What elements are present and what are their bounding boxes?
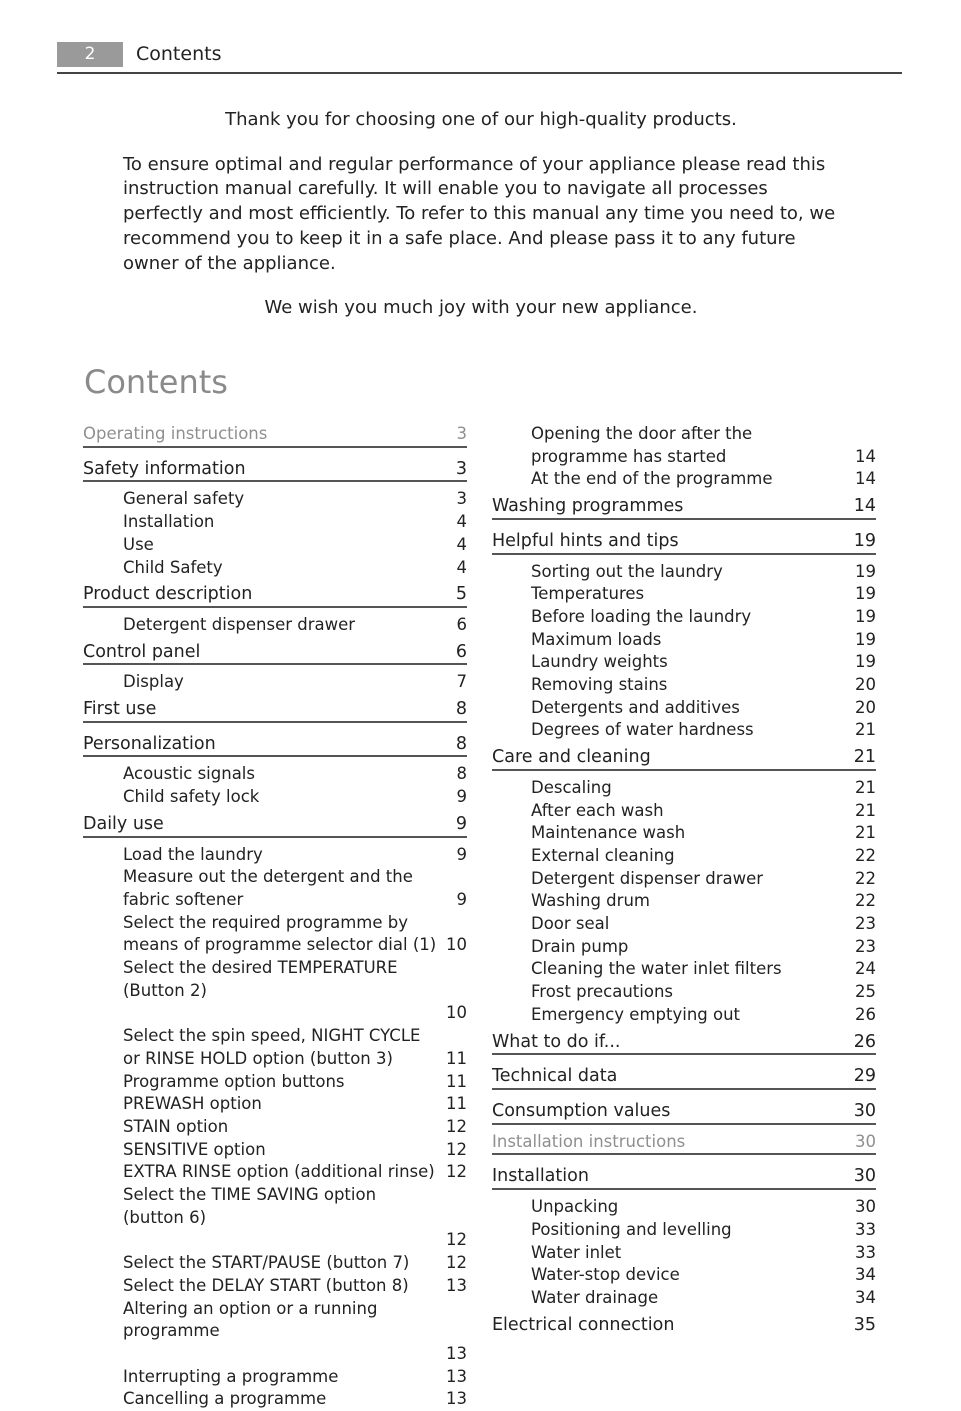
toc-entry[interactable] [492, 1061, 876, 1090]
toc-entry-label: Child safety lock [123, 787, 260, 807]
toc-entry-label: Use [123, 534, 154, 554]
toc-entry[interactable] [492, 561, 876, 584]
toc-entry-page: 3 [456, 489, 467, 509]
toc-entry[interactable] [83, 511, 467, 534]
toc-entry[interactable] [83, 729, 467, 758]
toc-entry-page: 4 [456, 557, 467, 577]
toc-entry-page: 22 [855, 868, 876, 888]
toc-entry-label: Care and cleaning [492, 747, 651, 768]
toc-entry-page: 23 [855, 914, 876, 934]
toc-entry-page: 30 [855, 1131, 876, 1151]
toc-entry-page: 26 [853, 1031, 876, 1052]
toc-entry-page: 19 [853, 530, 876, 551]
toc-entry-label: Measure out the detergent and the fabric softener [123, 867, 413, 909]
toc-entry-page: 21 [855, 823, 876, 843]
toc-entry[interactable] [492, 674, 876, 697]
toc-entry-label: What to do if... [492, 1031, 621, 1052]
toc-entry-page: 14 [853, 496, 876, 517]
toc-entry-page: 19 [855, 584, 876, 604]
toc-entry[interactable] [492, 583, 876, 606]
toc-entry[interactable] [83, 1252, 467, 1275]
toc-entry-label: Product description [83, 584, 253, 605]
toc-entry-label: Select the desired TEMPERATURE (Button 2) [123, 958, 398, 1000]
intro-thanks: Thank you for choosing one of our high-quality products. [225, 109, 737, 130]
toc-entry[interactable] [83, 763, 467, 786]
toc-entry-label: External cleaning [531, 845, 675, 865]
toc-entry-label: Detergents and additives [531, 697, 740, 717]
toc-entry-label: Safety information [83, 458, 246, 479]
toc-entry[interactable] [83, 1025, 467, 1070]
toc-entry-label: Washing drum [531, 891, 650, 911]
toc-entry-page: 8 [456, 764, 467, 784]
toc-entry[interactable] [83, 1139, 467, 1162]
toc-entry[interactable] [492, 1131, 876, 1156]
toc-entry[interactable] [492, 742, 876, 771]
toc-entry[interactable] [83, 809, 467, 838]
toc-entry[interactable] [492, 526, 876, 555]
toc-entry[interactable] [83, 786, 467, 809]
toc-entry-label: Cancelling a programme [123, 1389, 327, 1409]
toc-entry-label: Select the START/PAUSE (button 7) [123, 1253, 410, 1273]
toc-entry-page: 19 [855, 629, 876, 649]
toc-entry-page: 4 [456, 512, 467, 532]
toc-entry-label: Installation [492, 1166, 589, 1187]
toc-entry-label: Detergent dispenser drawer [531, 868, 764, 888]
toc-left-column [83, 423, 467, 1411]
intro-wish: We wish you much joy with your new appliance. [264, 297, 698, 319]
toc-entry-page: 30 [855, 1197, 876, 1217]
toc-entry-label: Temperatures [531, 584, 645, 604]
toc-entry[interactable] [83, 1388, 467, 1411]
toc-entry[interactable] [492, 606, 876, 629]
toc-entry[interactable] [492, 491, 876, 520]
toc-entry-page: 9 [456, 889, 467, 909]
toc-entry-label: Frost precautions [531, 982, 674, 1002]
toc-title: Contents [84, 363, 228, 401]
toc-entry-page: 10 [446, 935, 467, 955]
toc-entry[interactable] [83, 1275, 467, 1298]
toc-entry[interactable] [492, 1287, 876, 1310]
toc-entry-page: 13 [446, 1366, 467, 1386]
toc-entry-page: 6 [455, 641, 467, 662]
toc-entry[interactable] [83, 423, 467, 448]
toc-entry-label: Detergent dispenser drawer [123, 614, 356, 634]
toc-entry-page: 19 [855, 561, 876, 581]
toc-entry-label: Degrees of water hardness [531, 720, 754, 740]
toc-entry[interactable] [492, 1027, 876, 1056]
toc-entry[interactable] [83, 614, 467, 637]
toc-entry-label: Select the required programme by means of programme selector dial (1) [123, 912, 437, 955]
toc-entry-page: 25 [855, 982, 876, 1002]
toc-entry-page: 21 [853, 747, 876, 768]
toc-entry[interactable] [83, 1298, 467, 1366]
toc-entry-page: 3 [455, 458, 467, 479]
toc-entry[interactable] [492, 629, 876, 652]
toc-entry-page: 14 [855, 469, 876, 489]
toc-entry[interactable] [492, 890, 876, 913]
toc-entry[interactable] [492, 697, 876, 720]
toc-entry-label: Consumption values [492, 1100, 671, 1121]
toc-entry-label: Electrical connection [492, 1314, 675, 1335]
toc-entry[interactable] [492, 1242, 876, 1265]
toc-entry-label: STAIN option [123, 1116, 229, 1136]
toc-entry[interactable] [492, 1264, 876, 1287]
toc-entry-page: 10 [446, 1003, 467, 1023]
toc-entry[interactable] [83, 579, 467, 608]
toc-entry-label: Display [123, 672, 184, 692]
toc-entry-label: General safety [123, 489, 245, 509]
toc-entry-page: 12 [446, 1116, 467, 1136]
toc-entry-label: Water inlet [531, 1242, 622, 1262]
toc-entry-page: 19 [855, 652, 876, 672]
toc-entry[interactable] [492, 1004, 876, 1027]
toc-entry-label: Programme option buttons [123, 1071, 345, 1091]
toc-entry[interactable] [492, 1161, 876, 1190]
toc-entry[interactable] [492, 777, 876, 800]
toc-entry-label: Door seal [531, 914, 610, 934]
toc-entry-page: 20 [855, 697, 876, 717]
toc-entry-label: Personalization [83, 733, 216, 754]
toc-entry[interactable] [492, 913, 876, 936]
toc-entry-page: 9 [455, 813, 467, 834]
toc-entry-page: 26 [855, 1004, 876, 1024]
toc-entry[interactable] [492, 719, 876, 742]
toc-entry-page: 20 [855, 675, 876, 695]
toc-entry[interactable] [83, 1071, 467, 1094]
toc-entry-page: 22 [855, 845, 876, 865]
toc-entry-page: 11 [446, 1094, 467, 1114]
toc-entry[interactable] [83, 912, 467, 957]
toc-entry[interactable] [83, 534, 467, 557]
intro-body: To ensure optimal and regular performance of your appliance please read this instruction manual carefully. It will enable you to navigate all processes perfectly and most efficiently. To refer to this manual any time you need to, we recommend you to keep it in a safe place. And please pass it to any future owner of the appliance. [123, 153, 836, 274]
toc-entry[interactable] [492, 800, 876, 823]
toc-entry-label: Operating instructions [83, 424, 268, 443]
toc-entry[interactable] [492, 868, 876, 891]
toc-entry-label: Cleaning the water inlet filters [531, 959, 782, 979]
toc-entry-label: Maximum loads [531, 629, 662, 649]
toc-entry-page: 11 [446, 1048, 467, 1068]
toc-entry-label: Before loading the laundry [531, 606, 752, 626]
toc-entry[interactable] [492, 1096, 876, 1125]
toc-entry-page: 13 [446, 1343, 467, 1363]
toc-entry[interactable] [83, 1116, 467, 1139]
toc-entry-label: Laundry weights [531, 652, 668, 672]
toc-entry-page: 8 [455, 733, 467, 754]
toc-entry-label: Water drainage [531, 1287, 659, 1307]
toc-entry-label: Installation instructions [492, 1131, 686, 1151]
toc-entry-page: 11 [446, 1071, 467, 1091]
toc-entry-label: Installation [123, 512, 215, 532]
toc-entry-page: 13 [446, 1275, 467, 1295]
toc-entry-label: Emergency emptying out [531, 1004, 741, 1024]
toc-entry-page: 7 [456, 672, 467, 692]
toc-entry[interactable] [492, 651, 876, 674]
toc-entry-label: EXTRA RINSE option (additional rinse) [123, 1162, 435, 1182]
toc-entry-page: 34 [855, 1287, 876, 1307]
toc-entry-page: 35 [853, 1314, 876, 1335]
toc-entry-label: Select the spin speed, NIGHT CYCLE or RINSE HOLD option (button 3) [123, 1026, 421, 1068]
toc-entry-page: 30 [853, 1166, 876, 1187]
toc-entry[interactable] [83, 488, 467, 511]
toc-entry[interactable] [83, 844, 467, 867]
toc-entry-label: Positioning and levelling [531, 1219, 732, 1239]
toc-entry[interactable] [492, 958, 876, 981]
toc-entry-label: Unpacking [531, 1197, 619, 1217]
toc-entry-label: Descaling [531, 777, 612, 797]
toc-entry-page: 22 [855, 891, 876, 911]
toc-entry-label: Daily use [83, 813, 164, 834]
toc-entry-label: First use [83, 699, 157, 720]
toc-entry-label: SENSITIVE option [123, 1139, 266, 1159]
toc-entry-page: 19 [855, 606, 876, 626]
toc-entry-page: 24 [855, 959, 876, 979]
toc-entry-label: Water-stop device [531, 1265, 680, 1285]
toc-entry[interactable] [492, 981, 876, 1004]
toc-entry-page: 13 [446, 1389, 467, 1409]
page-number: 2 [57, 42, 123, 67]
toc-entry-label: Control panel [83, 641, 201, 662]
toc-entry[interactable] [83, 557, 467, 580]
toc-entry-label: Interrupting a programme [123, 1366, 339, 1386]
toc-entry[interactable] [83, 671, 467, 694]
toc-entry-label: Sorting out the laundry [531, 561, 723, 581]
toc-entry-label: Load the laundry [123, 844, 263, 864]
toc-entry-label: Select the DELAY START (button 8) [123, 1275, 409, 1295]
toc-entry[interactable] [83, 1366, 467, 1389]
toc-entry[interactable] [83, 694, 467, 723]
toc-entry-page: 21 [855, 800, 876, 820]
toc-entry-page: 5 [455, 584, 467, 605]
toc-right-column [492, 423, 876, 1342]
toc-entry[interactable] [492, 822, 876, 845]
toc-entry-page: 21 [855, 777, 876, 797]
toc-entry[interactable] [83, 866, 467, 911]
toc-entry-label: Helpful hints and tips [492, 530, 679, 551]
toc-entry-page: 12 [446, 1253, 467, 1273]
toc-entry-label: Washing programmes [492, 496, 684, 517]
toc-entry-label: Drain pump [531, 936, 629, 956]
toc-entry[interactable] [83, 1161, 467, 1184]
toc-entry[interactable] [83, 1184, 467, 1252]
toc-entry-page: 4 [456, 534, 467, 554]
toc-entry-page: 29 [853, 1066, 876, 1087]
toc-entry-page: 21 [855, 720, 876, 740]
toc-entry-page: 3 [456, 424, 467, 443]
toc-entry-page: 34 [855, 1265, 876, 1285]
toc-entry-page: 14 [855, 446, 876, 466]
toc-entry-label: PREWASH option [123, 1094, 262, 1114]
toc-entry[interactable] [83, 454, 467, 483]
toc-entry[interactable] [83, 1093, 467, 1116]
toc-entry[interactable] [492, 936, 876, 959]
toc-entry-label: Technical data [492, 1066, 618, 1087]
toc-entry-label: Opening the door after the programme has started [531, 424, 753, 466]
intro-text [123, 108, 839, 321]
toc-entry-page: 6 [456, 614, 467, 634]
toc-entry[interactable] [83, 637, 467, 666]
toc-entry-label: Acoustic signals [123, 764, 255, 784]
toc-entry-page: 33 [855, 1242, 876, 1262]
toc-entry-label: At the end of the programme [531, 469, 773, 489]
toc-entry-page: 33 [855, 1219, 876, 1239]
toc-entry-page: 23 [855, 936, 876, 956]
toc-entry-page: 8 [455, 699, 467, 720]
toc-entry-page: 9 [456, 787, 467, 807]
toc-entry[interactable] [492, 1310, 876, 1337]
toc-entry-page: 12 [446, 1139, 467, 1159]
page-header [57, 40, 902, 74]
header-title: Contents [136, 43, 222, 65]
toc-entry[interactable] [492, 423, 876, 468]
toc-entry[interactable] [492, 845, 876, 868]
toc-entry-page: 30 [853, 1100, 876, 1121]
toc-entry-page: 12 [446, 1162, 467, 1182]
toc-entry-label: After each wash [531, 800, 664, 820]
toc-entry-label: Removing stains [531, 675, 668, 695]
toc-entry[interactable] [492, 1196, 876, 1219]
toc-entry[interactable] [492, 468, 876, 491]
toc-entry[interactable] [492, 1219, 876, 1242]
toc-entry-page: 12 [446, 1230, 467, 1250]
toc-entry[interactable] [83, 957, 467, 1025]
toc-entry-label: Child Safety [123, 557, 223, 577]
toc-entry-label: Select the TIME SAVING option (button 6) [123, 1185, 377, 1227]
toc-entry-page: 9 [456, 844, 467, 864]
toc-entry-label: Altering an option or a running programme [123, 1298, 378, 1341]
toc-entry-label: Maintenance wash [531, 823, 686, 843]
